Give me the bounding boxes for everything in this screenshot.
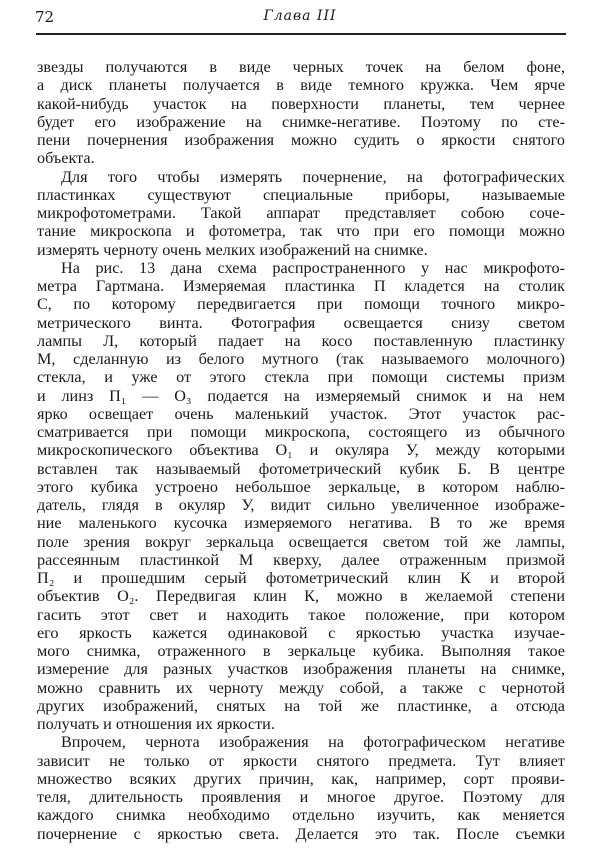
text-line: объекта. bbox=[37, 149, 95, 168]
text-line: будет его изображение на снимке-негативе. Поэтому по сте- bbox=[37, 112, 565, 131]
text-line: пластинках существуют специальные приборы, называемые bbox=[37, 185, 565, 204]
text-line: Для того чтобы измерять почернение, на фотографических bbox=[61, 167, 565, 186]
page-number: 72 bbox=[35, 8, 55, 26]
text-line: вставлен так называемый фотометрический кубик Б. В центре bbox=[37, 459, 565, 478]
text-line: объектив О₂. Передвигая клин К, можно в желаемой степени bbox=[37, 587, 565, 606]
text-line: множество всяких других причин, как, например, сорт прояви- bbox=[37, 769, 565, 788]
text-line: а диск планеты получается в виде темного кружка. Чем ярче bbox=[37, 76, 565, 95]
text-line: ярко освещает очень маленький участок. Этот участок рас- bbox=[37, 404, 565, 423]
text-line: зависит не только от яркости снятого предмета. Тут влияет bbox=[37, 751, 565, 770]
text-line: мого снимка, отраженного в зеркальце кубика. Выполняя такое bbox=[37, 642, 565, 660]
text-line: стекла, и уже от этого стекла при помощи системы призм bbox=[37, 368, 565, 387]
text-line: и линз П₁ — О₃ подается на измеряемый снимок и на нем bbox=[37, 386, 565, 405]
text-line: каждого снимка необходимо отдельно изучить, как меняется bbox=[37, 806, 565, 825]
text-line: гасить этот свет и находить такое положение, при котором bbox=[37, 605, 565, 624]
text-line: получать и отношения их яркости. bbox=[37, 715, 275, 733]
text-line: П₂ и прошедшим серый фотометрический клин К и второй bbox=[37, 569, 565, 587]
text-line: других изображений, снятых на той же пластинке, а отсюда bbox=[37, 696, 565, 715]
text-line: рассеянным пластинкой М кверху, далее отраженным призмой bbox=[37, 550, 565, 569]
text-line: С, по которому передвигается при помощи точного микро- bbox=[37, 295, 565, 314]
text-line: его яркость кажется одинаковой с яркостью участка изучае- bbox=[37, 623, 565, 642]
text-line: тание микроскопа и фотометра, так что при его помощи можно bbox=[37, 222, 565, 241]
text-line: измерять черноту очень мелких изображений на снимке. bbox=[37, 240, 428, 259]
text-line: какой-нибудь участок на поверхности планеты, тем чернее bbox=[37, 94, 565, 113]
text-line: ние маленького кусочка измеряемого негатива. В то же время bbox=[37, 514, 565, 533]
text-line: почернение с яркостью света. Делается это так. После съемки bbox=[37, 824, 565, 843]
text-line: звезды получаются в виде черных точек на белом фоне, bbox=[37, 58, 565, 76]
text-line: М, сделанную из белого мутного (так называемого молочного) bbox=[37, 350, 565, 368]
text-line: измерение для разных участков изображения планеты на снимке, bbox=[37, 660, 565, 679]
text-line: датель, глядя в окуляр У, видит сильно увеличенное изображе- bbox=[37, 496, 565, 514]
text-line: этого кубика устроено небольшое зеркальце, в котором наблю- bbox=[37, 477, 565, 496]
text-line: теля, длительность проявления и многое другое. Поэтому для bbox=[37, 788, 565, 806]
text-line: можно сравнить их черноту между собой, а также с чернотой bbox=[37, 678, 565, 697]
header-rule bbox=[36, 33, 566, 35]
text-line: сматривается при помощи микроскопа, состоящего из обычного bbox=[37, 423, 565, 441]
text-line: Впрочем, чернота изображения на фотографическом негативе bbox=[61, 733, 565, 752]
text-line: На рис. 13 дана схема распространенного у нас микрофото- bbox=[61, 258, 565, 277]
text-line: пени почернения изображения можно судить о яркости снятого bbox=[37, 131, 565, 149]
text-line: лампы Л, который падает на косо поставленную пластинку bbox=[37, 331, 565, 350]
text-line: микроскопического объектива О₁ и окуляра У, между которыми bbox=[37, 441, 565, 460]
text-line: поле зрения вокруг зеркальца освещается светом той же лампы, bbox=[37, 532, 565, 551]
page-body-text bbox=[37, 58, 565, 843]
text-line: метрического винта. Фотография освещается снизу светом bbox=[37, 313, 565, 332]
text-line: микрофотометрами. Такой аппарат представляет собою соче- bbox=[37, 204, 565, 222]
text-line: метра Гартмана. Измеряемая пластинка П кладется на столик bbox=[37, 277, 565, 295]
chapter-header: Глава III bbox=[263, 8, 337, 24]
